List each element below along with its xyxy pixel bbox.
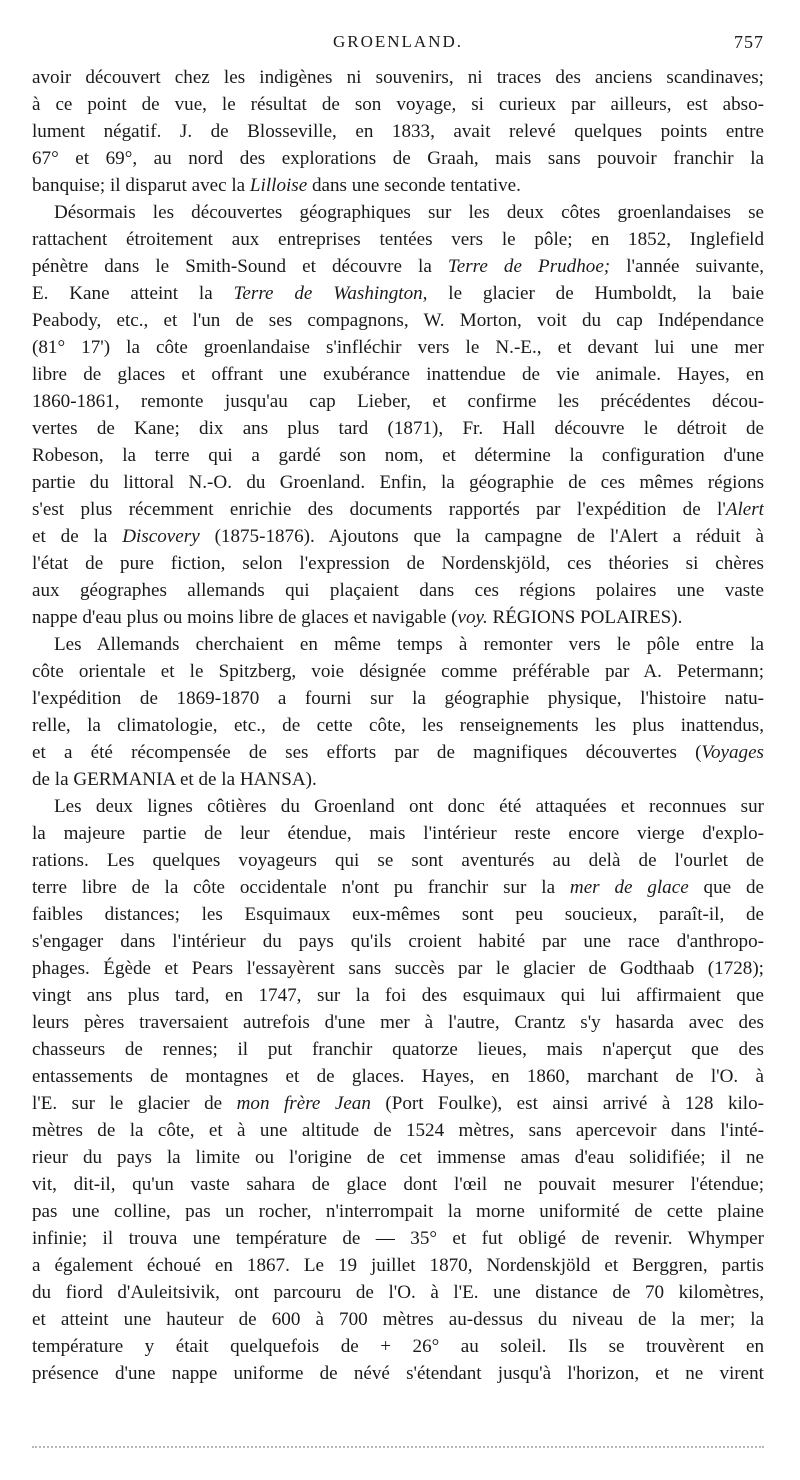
text-line: [32, 874, 764, 901]
line-text: libre de glaces et offrant une exubérance inattendue de vie animale. Hayes, en: [32, 364, 764, 385]
text-line: [32, 712, 764, 739]
line-text: avoir découvert chez les indigènes ni souvenirs, ni traces des anciens scandinaves;: [32, 67, 764, 88]
text-line: [32, 334, 764, 361]
line-text-after: le glacier de Humboldt, la baie: [427, 283, 764, 304]
line-text: infinie; il trouva une température de — 35° et fut obligé de revenir. Whymper: [32, 1228, 764, 1249]
text-line: [32, 1225, 764, 1252]
text-line: [32, 739, 764, 766]
body-text: [32, 64, 764, 1387]
line-text: l'état de pure fiction, selon l'expression de Nordenskjöld, ces théories si chères: [32, 553, 764, 574]
text-line: [32, 1009, 764, 1036]
text-line: [32, 631, 764, 658]
line-italic-text: Voyages: [701, 742, 764, 763]
line-text: et de la: [32, 526, 123, 547]
line-text: présence d'une nappe uniforme de névé s'étendant jusqu'à l'horizon, et ne virent: [32, 1363, 764, 1384]
text-line: [32, 793, 764, 820]
text-line: [32, 1117, 764, 1144]
line-italic-text: Discovery: [122, 526, 200, 547]
line-text: de la GERMANIA et de la HANSA).: [32, 769, 317, 790]
text-line: [32, 523, 764, 550]
line-text: phages. Égède et Pears l'essayèrent sans succès par le glacier de Godthaab (1728);: [32, 958, 764, 979]
text-line: [32, 226, 764, 253]
line-text: a également échoué en 1867. Le 19 juillet 1870, Nordenskjöld et Berggren, partis: [32, 1255, 764, 1276]
line-text: E. Kane atteint la: [32, 283, 234, 304]
line-text: entassements de montagnes et de glaces. Hayes, en 1860, marchant de l'O. à: [32, 1066, 764, 1087]
text-line: [32, 1198, 764, 1225]
text-line: [32, 1171, 764, 1198]
line-italic-text: Alert: [725, 499, 764, 520]
line-text: vertes de Kane; dix ans plus tard (1871), Fr. Hall découvre le détroit de: [32, 418, 764, 439]
line-text-after: dans une seconde tentative.: [307, 175, 521, 196]
line-text-after: RÉGIONS POLAIRES).: [487, 607, 683, 628]
line-text: du fiord d'Auleitsivik, ont parcouru de l'O. à l'E. une distance de 70 kilomètres,: [32, 1282, 764, 1303]
text-line: [32, 604, 764, 631]
line-text: pas une colline, pas un rocher, n'interrompait la morne uniformité de cette plaine: [32, 1201, 764, 1222]
line-text: l'expédition de 1869-1870 a fourni sur la géographie physique, l'histoire natu-: [32, 688, 764, 709]
line-text: s'engager dans l'intérieur du pays qu'ils croient habité par une race d'anthropo-: [32, 931, 764, 952]
text-line: [32, 442, 764, 469]
line-text: partie du littoral N.-O. du Groenland. Enfin, la géographie de ces mêmes régions: [32, 472, 764, 493]
line-text: à ce point de vue, le résultat de son voyage, si curieux par ailleurs, est abso-: [32, 94, 764, 115]
book-page: [32, 0, 764, 1480]
text-line: [32, 145, 764, 172]
text-line: [32, 766, 764, 793]
text-line: [32, 118, 764, 145]
text-line: [32, 388, 764, 415]
text-line: [32, 658, 764, 685]
running-head: [32, 32, 764, 58]
line-text: faibles distances; les Esquimaux eux-mêmes sont peu soucieux, paraît-il, de: [32, 904, 764, 925]
text-line: [32, 91, 764, 118]
text-line: [32, 1036, 764, 1063]
line-text: Désormais les découvertes géographiques sur les deux côtes groenlandaises se: [54, 202, 764, 223]
line-italic-text: Terre de Prudhoe;: [447, 256, 611, 277]
text-line: [32, 1144, 764, 1171]
line-text: l'E. sur le glacier de: [32, 1093, 237, 1114]
line-text: rieur du pays la limite ou l'origine de cet immense amas d'eau solidifiée; il ne: [32, 1147, 764, 1168]
text-line: [32, 415, 764, 442]
line-text: et atteint une hauteur de 600 à 700 mètres au-dessus du niveau de la mer; la: [32, 1309, 764, 1330]
text-line: [32, 685, 764, 712]
line-text-after: l'année suivante,: [610, 256, 764, 277]
text-line: [32, 1279, 764, 1306]
line-text: Peabody, etc., et l'un de ses compagnons, W. Morton, voit du cap Indépendance: [32, 310, 764, 331]
line-text: Robeson, la terre qui a gardé son nom, et détermine la configuration d'une: [32, 445, 764, 466]
line-text: rattachent étroitement aux entreprises tentées vers le pôle; en 1852, Inglefield: [32, 229, 764, 250]
text-line: [32, 847, 764, 874]
line-text: pénètre dans le Smith-Sound et découvre la: [32, 256, 448, 277]
text-line: [32, 469, 764, 496]
page-number: 757: [734, 32, 764, 52]
text-line: [32, 820, 764, 847]
text-line: [32, 1252, 764, 1279]
text-line: [32, 361, 764, 388]
line-text: vingt ans plus tard, en 1747, sur la foi des esquimaux qui lui affirmaient que: [32, 985, 764, 1006]
line-text: Les deux lignes côtières du Groenland ont donc été attaquées et reconnues sur: [54, 796, 764, 817]
line-text: 67° et 69°, au nord des explorations de Graah, mais sans pouvoir franchir la: [32, 148, 764, 169]
line-text: lument négatif. J. de Blosseville, en 1833, avait relevé quelques points entre: [32, 121, 764, 142]
line-italic-text: mon frère Jean: [236, 1093, 371, 1114]
line-text-after: (Port Foulke), est ainsi arrivé à 128 kilo-: [370, 1093, 764, 1114]
text-line: [32, 1333, 764, 1360]
line-text: relle, la climatologie, etc., de cette côte, les renseignements les plus inattendus,: [32, 715, 764, 736]
line-text: vit, dit-il, qu'un vaste sahara de glace dont l'œil ne pouvait mesurer l'étendue;: [32, 1174, 764, 1195]
text-line: [32, 577, 764, 604]
line-italic-text: Terre de Washington,: [233, 283, 428, 304]
line-text: aux géographes allemands qui plaçaient dans ces régions polaires une vaste: [32, 580, 764, 601]
line-text: mètres de la côte, et à une altitude de 1524 mètres, sans apercevoir dans l'inté-: [32, 1120, 764, 1141]
line-text: terre libre de la côte occidentale n'ont pu franchir sur la: [32, 877, 570, 898]
text-line: [32, 307, 764, 334]
line-text: s'est plus récemment enrichie des documents rapportés par l'expédition de l': [32, 499, 726, 520]
text-line: [32, 928, 764, 955]
line-text: (81° 17') la côte groenlandaise s'infléchir vers le N.-E., et devant lui une mer: [32, 337, 764, 358]
line-text-after: (1875-1876). Ajoutons que la campagne de l'Alert a réduit à: [199, 526, 764, 547]
line-text: 1860-1861, remonte jusqu'au cap Lieber, et confirme les précédentes décou-: [32, 391, 764, 412]
line-italic-text: voy.: [457, 607, 488, 628]
line-text: côte orientale et le Spitzberg, voie désignée comme préférable par A. Petermann;: [32, 661, 764, 682]
line-italic-text: mer de glace: [569, 877, 689, 898]
text-line: [32, 253, 764, 280]
text-line: [32, 280, 764, 307]
line-text: banquise; il disparut avec la: [32, 175, 250, 196]
text-line: [32, 901, 764, 928]
text-line: [32, 496, 764, 523]
text-line: [32, 1306, 764, 1333]
line-text: rations. Les quelques voyageurs qui se sont aventurés au delà de l'ourlet de: [32, 850, 764, 871]
text-line: [32, 1360, 764, 1387]
line-text: nappe d'eau plus ou moins libre de glaces et navigable (: [32, 607, 458, 628]
line-text: la majeure partie de leur étendue, mais l'intérieur reste encore vierge d'explo-: [32, 823, 764, 844]
line-text: température y était quelquefois de + 26° au soleil. Ils se trouvèrent en: [32, 1336, 764, 1357]
text-line: [32, 1063, 764, 1090]
line-text: leurs pères traversaient autrefois d'une mer à l'autre, Crantz s'y hasarda avec des: [32, 1012, 764, 1033]
line-text: chasseurs de rennes; il put franchir quatorze lieues, mais n'aperçut que des: [32, 1039, 764, 1060]
text-line: [32, 550, 764, 577]
bottom-scan-artifact: [32, 1446, 764, 1456]
text-line: [32, 199, 764, 226]
text-line: [32, 982, 764, 1009]
text-line: [32, 64, 764, 91]
text-line: [32, 955, 764, 982]
text-line: [32, 172, 764, 199]
line-text: Les Allemands cherchaient en même temps à remonter vers le pôle entre la: [54, 634, 764, 655]
line-text-after: que de: [688, 877, 764, 898]
line-italic-text: Lilloise: [249, 175, 308, 196]
text-line: [32, 1090, 764, 1117]
line-text: et a été récompensée de ses efforts par de magnifiques découvertes (: [32, 742, 702, 763]
running-head-title: GROENLAND.: [332, 32, 464, 51]
